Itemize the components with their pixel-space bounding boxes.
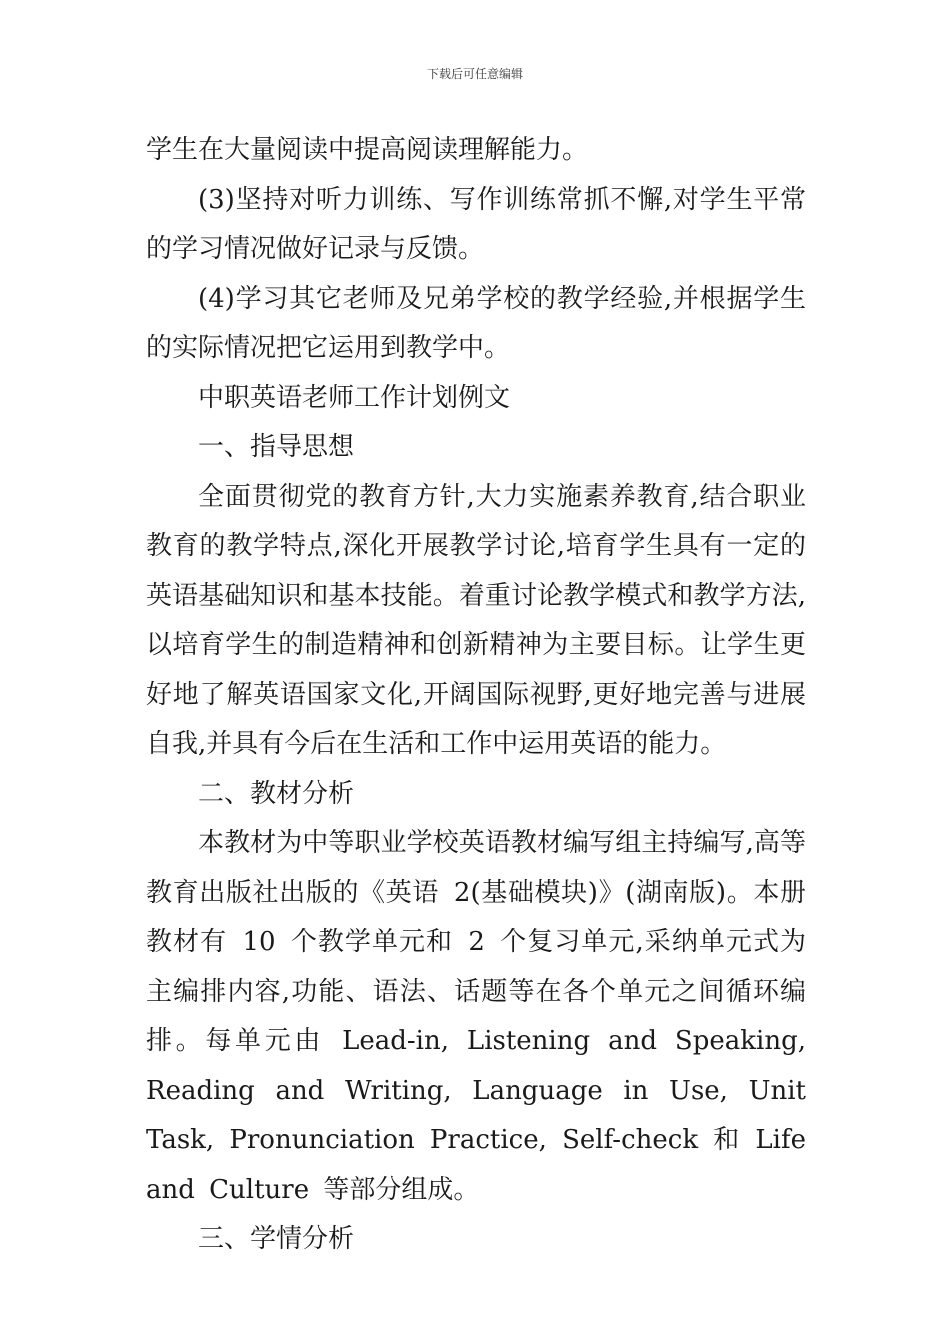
section-heading: 二、教材分析 [198,778,355,809]
paragraph: 本教材为中等职业学校英语教材编写组主持编写,高等教育出版社出版的《英语 2(基础模块)》(湖南版)。本册教材有 10 个教学单元和 2 个复习单元,采纳单元式为主编排内容,功能、语法、话题等在各个单元之间循环编排。每单元由 Lead-in, Listening and Speaking, Reading and Writing, Language in Use, Unit Task, Pronunciation Practice, Self-check 和 Life and Culture 等部分组成。 [146,828,806,1205]
paragraph: (4)学习其它老师及兄弟学校的教学经验,并根据学生的实际情况把它运用到教学中。 [146,283,806,363]
section-heading: 三、学情分析 [198,1224,355,1254]
section-heading: 一、指导思想 [198,432,355,462]
paragraph: 学生在大量阅读中提高阅读理解能力。 [146,135,589,165]
paragraph: (3)坚持对听力训练、写作训练常抓不懈,对学生平常的学习情况做好记录与反馈。 [146,184,806,264]
section-title: 中职英语老师工作计划例文 [198,382,511,413]
page-header: 下载后可任意编辑 [426,67,523,81]
document-body [146,126,806,1265]
paragraph: 全面贯彻党的教育方针,大力实施素养教育,结合职业教育的教学特点,深化开展教学讨论,培育学生具有一定的英语基础知识和基本技能。着重讨论教学模式和教学方法,以培育学生的制造精神和创新精神为主要目标。让学生更好地了解英语国家文化,开阔国际视野,更好地完善与进展自我,并具有今后在生活和工作中运用英语的能力。 [146,481,806,759]
